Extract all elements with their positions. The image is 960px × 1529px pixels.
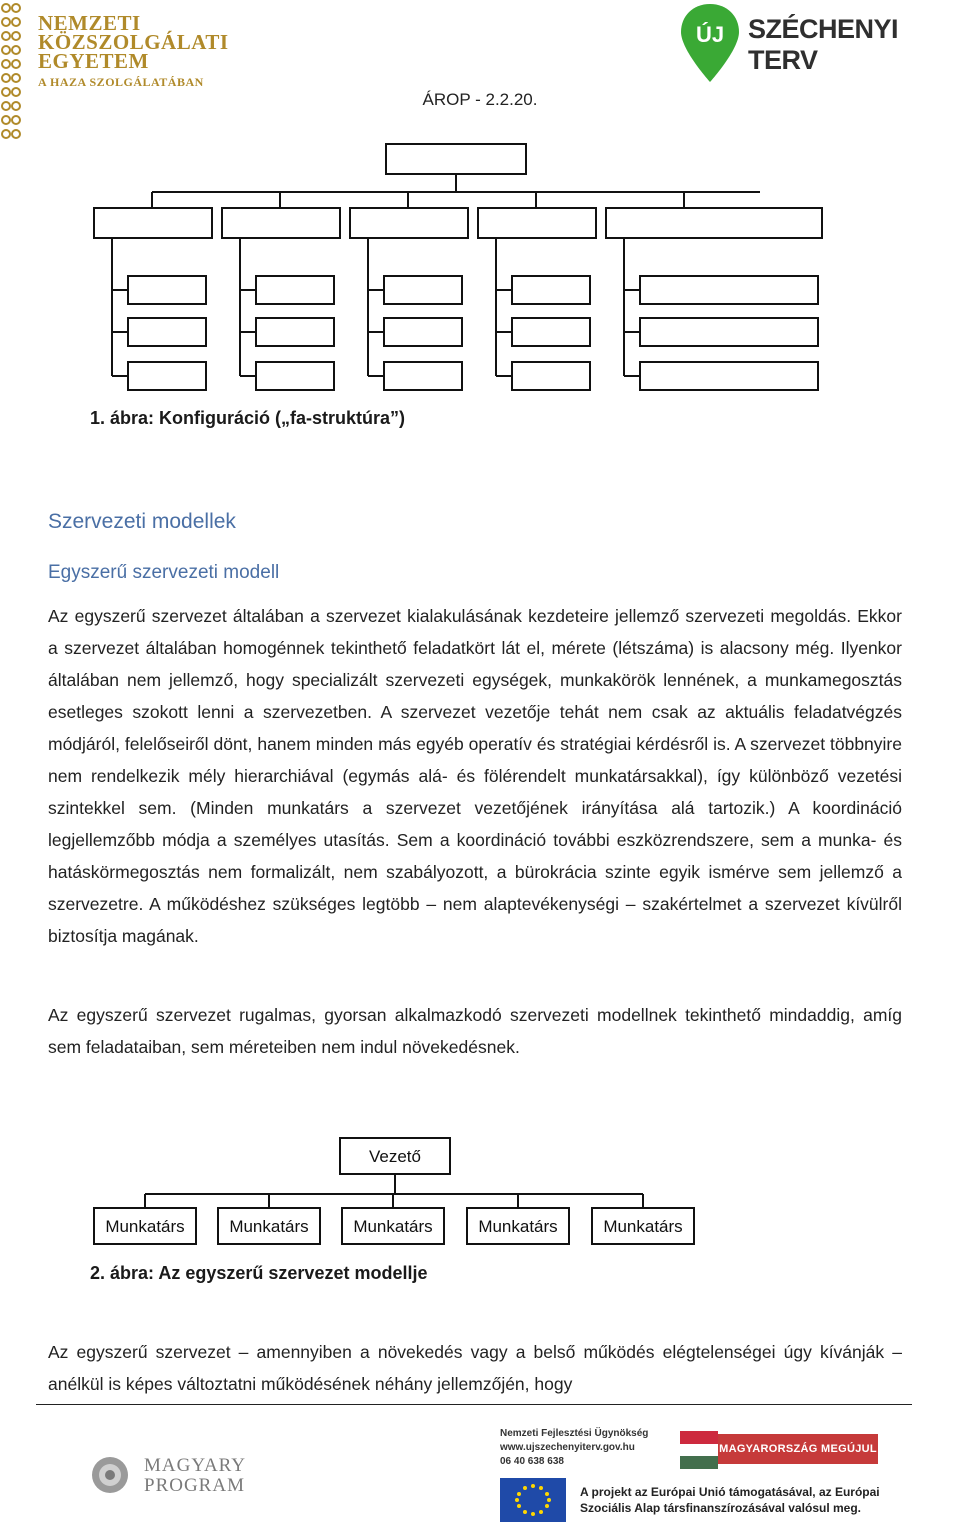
tree-leaf-row	[112, 276, 818, 304]
eu-text-line-1: A projekt az Európai Unió támogatásával, az Európai	[580, 1485, 880, 1499]
nke-line-2: KÖZSZOLGÁLATI	[38, 30, 229, 54]
eu-funding-notice	[580, 1484, 880, 1516]
tree-leaf-row	[112, 362, 818, 390]
paragraph-3: Az egyszerű szervezet – amennyiben a növekedés vagy a belső működés elégtelenségei úgy kívánják – anélkül is képes változtatni működésének néhány jellemzőjén, hogy	[48, 1342, 902, 1394]
map-pin-icon	[678, 2, 742, 84]
magyary-line-1: MAGYARY	[144, 1455, 247, 1476]
nfu-url: www.ujszechenyiterv.gov.hu	[500, 1442, 635, 1453]
figure-1-caption: 1. ábra: Konfiguráció („fa-struktúra”)	[90, 408, 406, 428]
worker-label: Munkatárs	[353, 1217, 433, 1236]
tree-level2-box	[606, 208, 822, 238]
worker-label: Munkatárs	[478, 1217, 558, 1236]
tree-level2-box	[350, 208, 468, 238]
tree-leaf-row	[112, 318, 818, 346]
hungarian-flag-icon	[680, 1431, 718, 1469]
paragraph-1: Az egyszerű szervezet általában a szervezet kialakulásának kezdeteire jellemző szervezeti megoldás. Ekkor a szervezet általában homogénnek tekinthető feladatkört lát el, mérete (létszáma) is alacsony még. Ilyenkor általában nem jellemző, hogy specializált szervezeti egységek, munkakörök lennének, a munkamegosztás esetleges szokott lenni a szervezetben. A szervezet vezetője tehát nem csak az aktuális feladatvégzés módjáról, felelőseiről dönt, hanem minden más egyéb operatív és stratégiai kérdésről is. A szervezet többnyire nem rendelkezik mély hierarchiával (egymás alá- és fölérendelt munkatársakkal), így különböző vezetési szintekkel sem. (Minden munkatárs a szervezet vezetőjének irányítása alá tartozik.) A koordináció legjellemzőbb módja a személyes utasítás. Sem a koordináció további eszközrendszere, sem a munka- és hatáskörmegosztás nem formalizált, nem szabályozott, a bürokrácia szinte egyik ismérve sem jellemző a szervezetre. A működéshez szükséges legtöbb – nem alaptevékenységi – szakértelmet a szervezet kívülről biztosítja magának.	[48, 606, 902, 946]
szechenyi-wordmark: SZÉCHENYI TERV	[748, 14, 899, 75]
nke-line-3: EGYETEM	[38, 49, 149, 73]
tree-structure-diagram	[90, 140, 830, 396]
nfu-phone: 06 40 638 638	[500, 1456, 564, 1467]
eu-text-line-2: Szociális Alap társfinanszírozásával valósul meg.	[580, 1501, 861, 1515]
nke-wordmark	[38, 11, 229, 91]
tree-level2-box	[222, 208, 340, 238]
szt-badge: ÚJ	[695, 22, 725, 47]
magyary-emblem-icon	[86, 1452, 138, 1498]
figure-2-caption: 2. ábra: Az egyszerű szervezet modellje	[90, 1263, 428, 1283]
section-heading: Szervezeti modellek	[48, 510, 236, 533]
eu-flag-icon	[500, 1478, 566, 1522]
magyary-program-wordmark	[144, 1456, 246, 1496]
footer-divider	[36, 1404, 912, 1405]
worker-label: Munkatárs	[105, 1217, 185, 1236]
nke-line-1: NEMZETI	[38, 11, 141, 35]
tree-root-box	[386, 144, 526, 174]
section-subheading: Egyszerű szervezeti modell	[48, 562, 280, 583]
nfu-contact	[500, 1427, 648, 1469]
worker-label: Munkatárs	[229, 1217, 309, 1236]
nke-tagline: A HAZA SZOLGÁLATÁBAN	[38, 75, 204, 89]
szechenyi-terv-logo	[678, 2, 958, 82]
nke-ornament-icon	[0, 0, 24, 150]
leader-label: Vezető	[369, 1147, 421, 1166]
worker-label: Munkatárs	[603, 1217, 683, 1236]
magyarorszag-megujul-banner: MAGYARORSZÁG MEGÚJUL	[718, 1434, 878, 1464]
nfu-name: Nemzeti Fejlesztési Ügynökség	[500, 1428, 649, 1439]
nke-logo	[0, 0, 250, 150]
project-code: ÁROP - 2.2.20.	[422, 90, 538, 109]
simple-organization-diagram	[90, 1130, 700, 1250]
magyary-line-2: PROGRAM	[144, 1475, 245, 1496]
tree-level2-box	[478, 208, 596, 238]
paragraph-2: Az egyszerű szervezet rugalmas, gyorsan alkalmazkodó szervezeti modellnek tekinthető mindaddig, amíg sem feladataiban, sem méreteiben nem indul növekedésnek.	[48, 1005, 902, 1057]
tree-level2-box	[94, 208, 212, 238]
